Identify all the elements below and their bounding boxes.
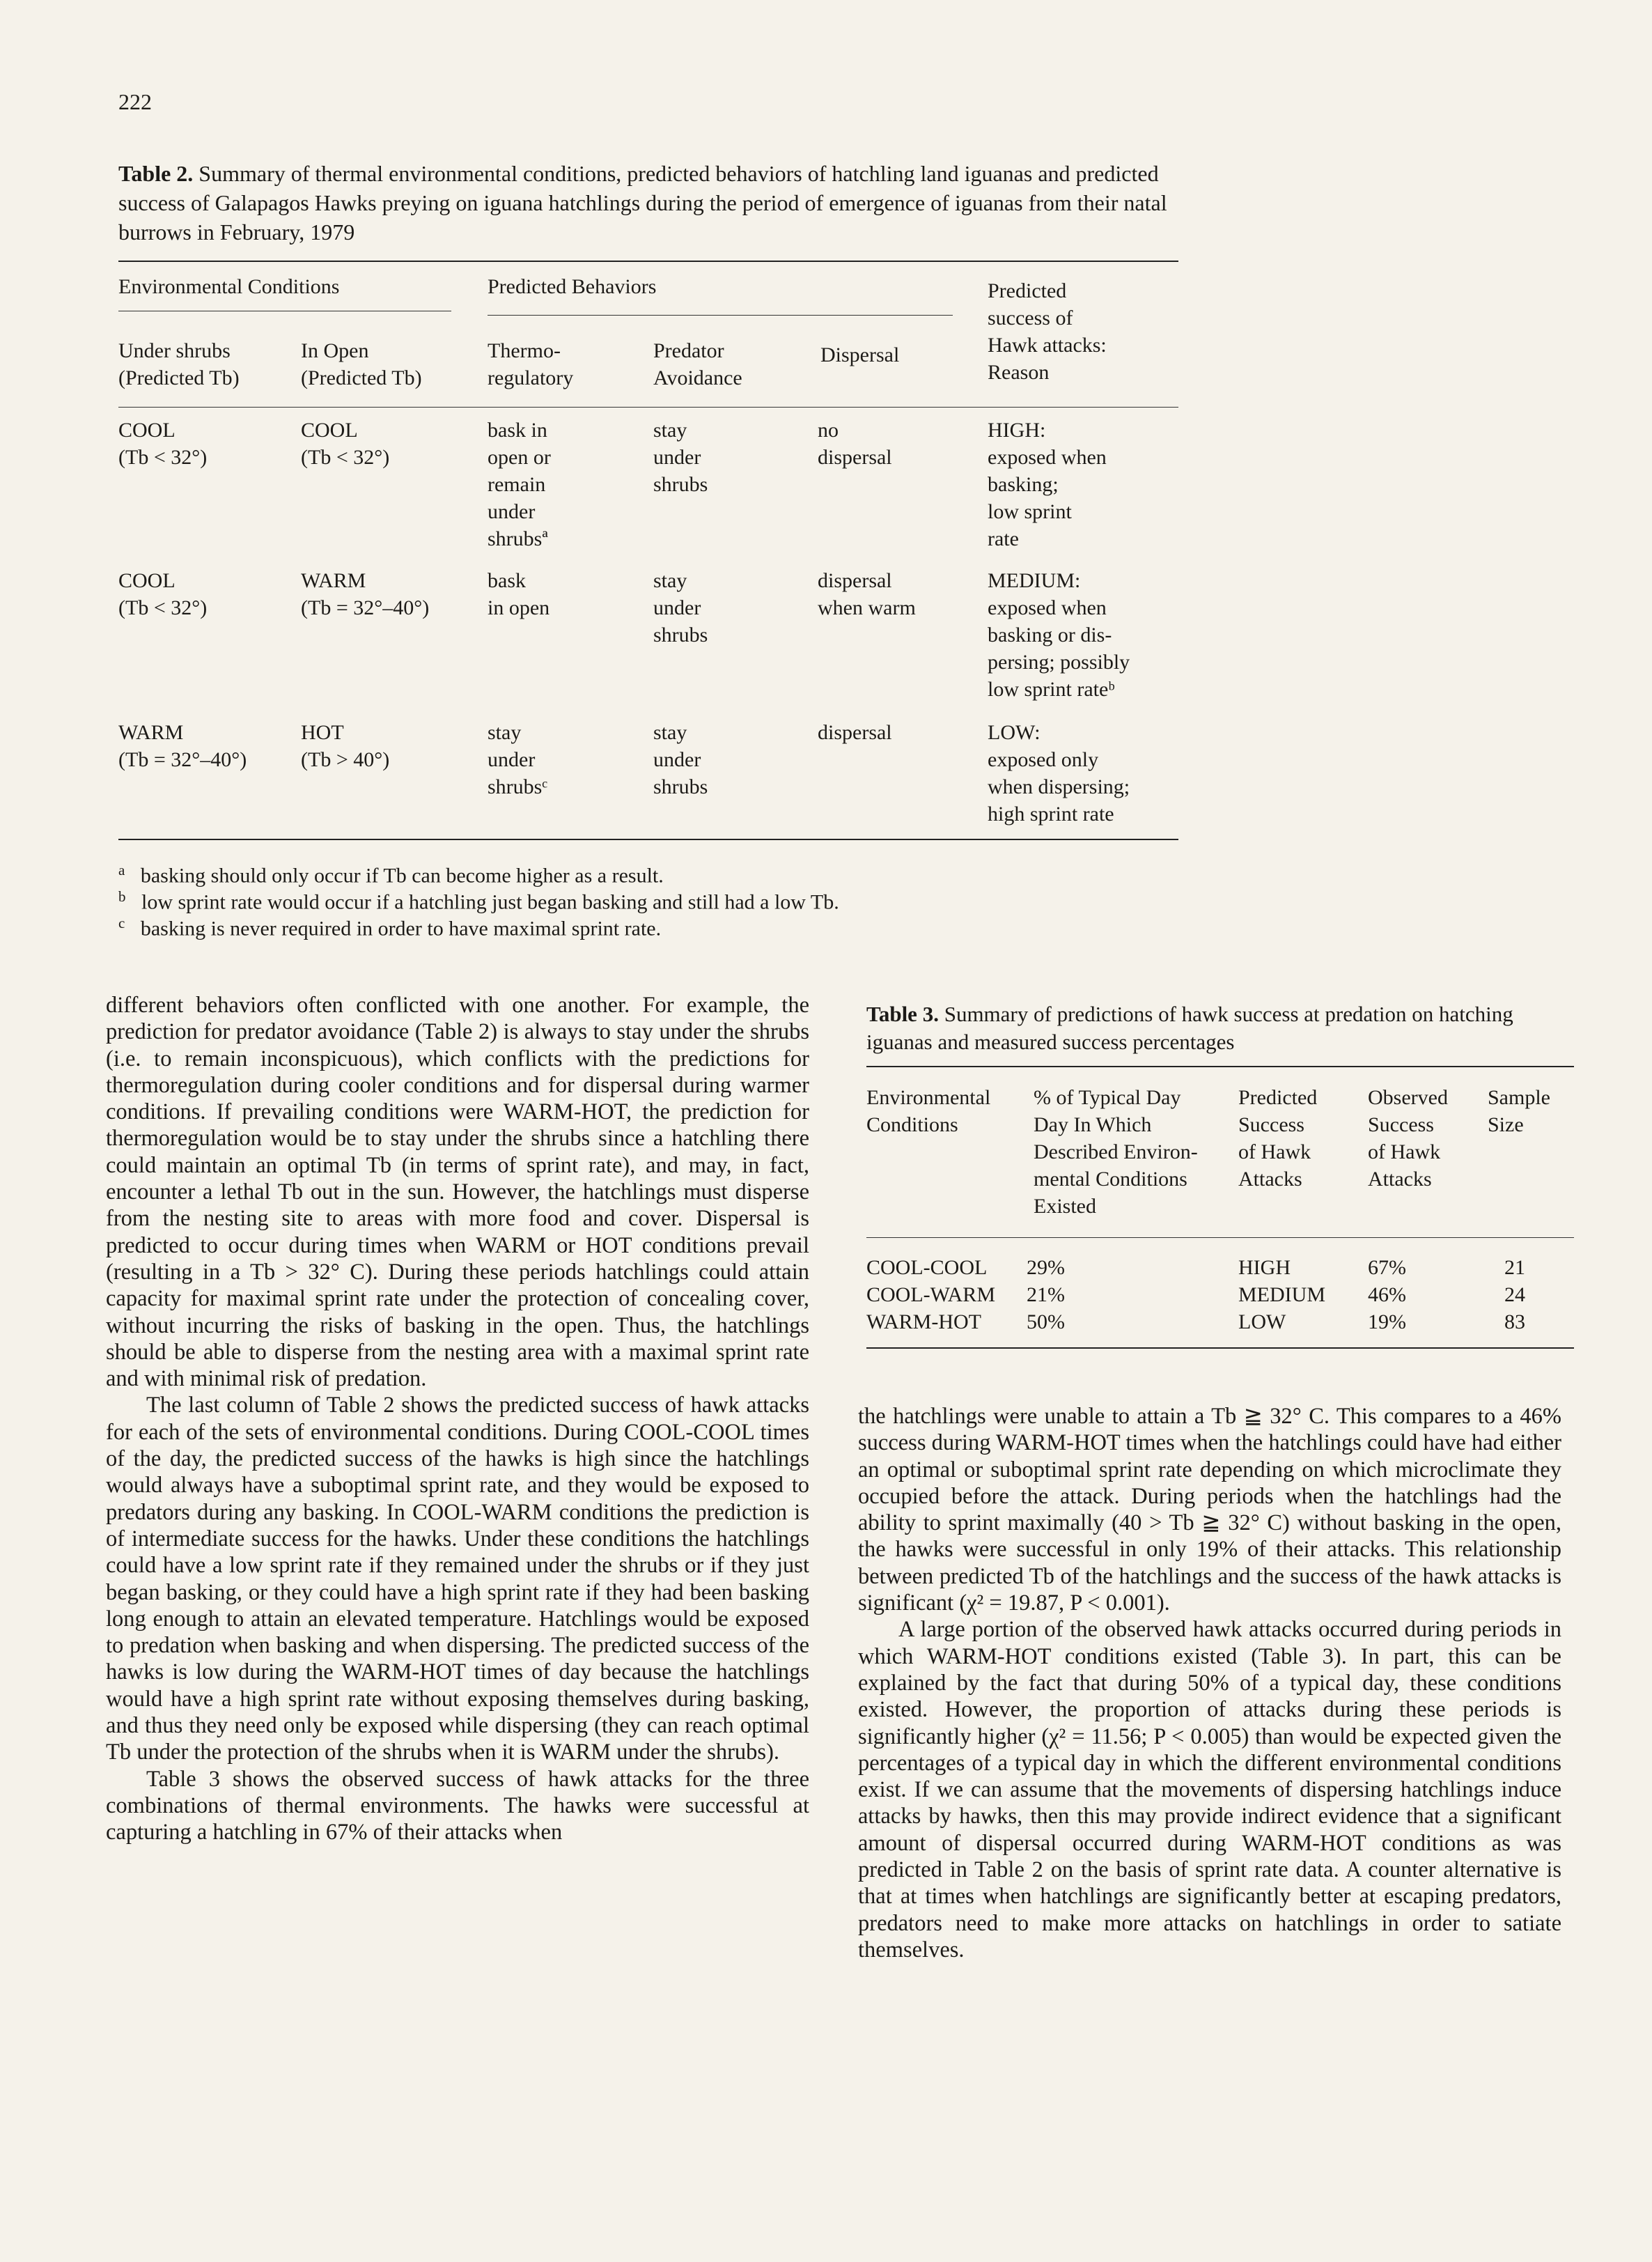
paragraph: Table 3 shows the observed success of hawk attacks for the three combinations of thermal environments. The hawks were successful at capturing a hatchling in 67% of their attacks when <box>106 1766 809 1845</box>
t2-group-environmental: Environmental Conditions <box>118 275 340 298</box>
t3-cell-sample-size: 83 <box>1504 1310 1525 1333</box>
footnote-mark: a <box>118 862 125 878</box>
t3-cell-predicted: LOW <box>1238 1310 1286 1333</box>
t3-cell-observed: 19% <box>1368 1310 1406 1333</box>
t2-footnote <box>118 910 661 943</box>
footnote-text: low sprint rate would occur if a hatchling just began basking and still had a low Tb. <box>141 890 839 914</box>
table3-caption <box>866 1000 1577 1056</box>
t2-colhead-under-shrubs: Under shrubs (Predicted Tb) <box>118 339 240 389</box>
t2-cell-predator-avoidance: stay under shrubs <box>653 569 708 646</box>
t3-colhead-observed: Observed Success of Hawk Attacks <box>1368 1086 1448 1191</box>
t2-cell-success: LOW: exposed only when dispersing; high sprint rate <box>988 721 1130 826</box>
t2-cell-in-open: HOT (Tb > 40°) <box>301 721 390 771</box>
footnote-text: basking is never required in order to have maximal sprint rate. <box>140 917 662 940</box>
t2-behavior-subrule <box>488 315 953 316</box>
t2-cell-success: HIGH: exposed when basking; low sprint rate <box>988 419 1107 550</box>
t3-cell-conditions: COOL-WARM <box>866 1283 995 1306</box>
t3-cell-observed: 67% <box>1368 1256 1406 1279</box>
t2-cell-success: MEDIUM: exposed when basking or dis- persing; possibly low sprint rateᵇ <box>988 569 1130 701</box>
t2-cell-predator-avoidance: stay under shrubs <box>653 419 708 496</box>
t3-colhead-predicted: Predicted Success of Hawk Attacks <box>1238 1086 1318 1191</box>
t2-cell-thermoregulatory: bask in open or remain under shrubsª <box>488 419 551 550</box>
t3-cell-percent-day: 21% <box>1027 1283 1065 1306</box>
t3-cell-predicted: MEDIUM <box>1238 1283 1325 1306</box>
t3-colhead-sample-size: Sample Size <box>1488 1086 1550 1136</box>
paragraph: different behaviors often conflicted with one another. For example, the prediction for predator avoidance (Table 2) is always to stay under the shrubs (i.e. to remain inconspicuous), which conflicts with the predictions for thermoregulation during cooler conditions and for dispersal during warmer conditions. If prevailing conditions were WARM-HOT, the prediction for thermoregulation would be to stay under the shrubs since a hatchling there could maintain an optimal Tb (in terms of sprint rate), and may, in fact, encounter a lethal Tb out in the sun. However, the hatchlings must disperse from the nesting site to areas with more food and cover. Dispersal is predicted to occur during times when WARM or HOT conditions prevail (resulting in a Tb > 32° C). During these periods hatchlings could attain capacity for maximal sprint rate under the protection of concealing cover, without incurring the risks of basking in the open. Thus, the hatchlings should be able to disperse from the nesting area with a maximal sprint rate and with minimal risk of predation. <box>106 993 809 1392</box>
t3-colhead-percent-day: % of Typical Day Day In Which Described Environ- mental Conditions Existed <box>1034 1086 1198 1218</box>
table3-top-rule <box>866 1066 1574 1067</box>
paragraph: A large portion of the observed hawk attacks occurred during periods in which WARM-HOT conditions existed (Table 3). In part, this can be explained by the fact that during 50% of a typical day, these conditions existed. However, the proportion of attacks during these periods is significantly higher (χ² = 11.56; P < 0.005) than would be expected given the percentages of a typical day in which the different environmental conditions exist. If we can assume that the movements of dispersing hatchlings induce attacks by hawks, then this may provide indirect evidence that a significant amount of dispersal occurred during WARM-HOT conditions as was predicted in Table 2 on the basis of sprint rate data. A counter alternative is that at times when hatchlings are significantly better at escaping predators, predators need to make more attacks on hatchlings in order to satiate themselves. <box>858 1617 1561 1962</box>
table3-caption-text: Summary of predictions of hawk success at predation on hatching iguanas and measured success percentages <box>866 1002 1513 1054</box>
t2-cell-predator-avoidance: stay under shrubs <box>653 721 708 798</box>
t2-group-predicted-behaviors: Predicted Behaviors <box>488 275 657 298</box>
table2-caption <box>118 159 1177 247</box>
t2-cell-under-shrubs: COOL (Tb < 32°) <box>118 569 208 619</box>
table2-caption-text: Summary of thermal environmental conditions, predicted behaviors of hatchling land iguanas and predicted success of Galapagos Hawks preying on iguana hatchlings during the period of emergence of iguanas from their natal burrows in February, 1979 <box>118 161 1167 245</box>
page-number: 222 <box>118 89 152 114</box>
t3-cell-conditions: COOL-COOL <box>866 1256 988 1279</box>
t2-cell-dispersal: dispersal when warm <box>818 569 916 619</box>
table3-bottom-rule <box>866 1347 1574 1349</box>
t2-cell-in-open: COOL (Tb < 32°) <box>301 419 390 469</box>
t2-cell-dispersal: no dispersal <box>818 419 892 469</box>
paragraph: The last column of Table 2 shows the predicted success of hawk attacks for each of the sets of environmental conditions. During COOL-COOL times of the day, the predicted success of the hawks is high since the hatchlings would always have a suboptimal sprint rate, and they would be exposed to predators during any basking. In COOL-WARM conditions the prediction is of intermediate success for the hawks. Under these conditions the hatchlings could have a low sprint rate if they remained under the shrubs or if they just began basking, or they could have a high sprint rate if they had been basking long enough to attain an elevated temperature. Hatchlings would be exposed to predation when basking and when dispersing. The predicted success of the hawks is low during the WARM-HOT times of day because the hatchlings would have a high sprint rate without exposing themselves during basking, and thus they need only be exposed while dispersing (they can reach optimal Tb under the protection of the shrubs when it is WARM under the shrubs). <box>106 1393 809 1765</box>
t2-cell-in-open: WARM (Tb = 32°–40°) <box>301 569 430 619</box>
t2-group-predicted-success: Predicted success of Hawk attacks: Reason <box>988 279 1107 384</box>
t2-cell-thermoregulatory: stay under shrubsᶜ <box>488 721 548 798</box>
table2-top-rule <box>118 261 1178 262</box>
t3-cell-observed: 46% <box>1368 1283 1406 1306</box>
body-right-column <box>858 1403 1561 1963</box>
t2-cell-under-shrubs: COOL (Tb < 32°) <box>118 419 208 469</box>
table3-label: Table 3. <box>866 1002 939 1026</box>
t3-header-rule <box>866 1237 1574 1238</box>
t3-cell-percent-day: 29% <box>1027 1256 1065 1279</box>
footnote-mark: b <box>118 888 126 905</box>
t3-cell-percent-day: 50% <box>1027 1310 1065 1333</box>
t2-colhead-thermoregulatory: Thermo- regulatory <box>488 339 574 389</box>
t3-colhead-conditions: Environmental Conditions <box>866 1086 991 1136</box>
table2-label: Table 2. <box>118 161 194 186</box>
t2-colhead-in-open: In Open (Predicted Tb) <box>301 339 422 389</box>
t2-cell-thermoregulatory: bask in open <box>488 569 550 619</box>
t2-cell-under-shrubs: WARM (Tb = 32°–40°) <box>118 721 247 771</box>
t3-cell-predicted: HIGH <box>1238 1256 1291 1279</box>
t2-colhead-predator-avoidance: Predator Avoidance <box>653 339 742 389</box>
t2-cell-dispersal: dispersal <box>818 721 892 744</box>
t2-header-rule <box>118 407 1178 408</box>
t3-cell-sample-size: 24 <box>1504 1283 1525 1306</box>
table2-bottom-rule <box>118 839 1178 840</box>
paragraph: the hatchlings were unable to attain a Tb ≧ 32° C. This compares to a 46% success during WARM-HOT times when the hatchlings could have had either an optimal or suboptimal sprint rate depending on which microclimate they occupied before the attack. During periods when the hatchlings had the ability to sprint maximally (40 > Tb ≧ 32° C) without basking in the open, the hawks were successful in only 19% of their attacks. This relationship between predicted Tb of the hatchlings and the success of the hawk attacks is significant (χ² = 19.87, P < 0.001). <box>858 1404 1561 1616</box>
t2-colhead-dispersal: Dispersal <box>820 343 900 366</box>
body-left-column <box>106 992 809 1846</box>
t3-cell-sample-size: 21 <box>1504 1256 1525 1279</box>
footnote-text: basking should only occur if Tb can become higher as a result. <box>140 864 664 888</box>
t3-cell-conditions: WARM-HOT <box>866 1310 981 1333</box>
footnote-mark: c <box>118 915 125 931</box>
